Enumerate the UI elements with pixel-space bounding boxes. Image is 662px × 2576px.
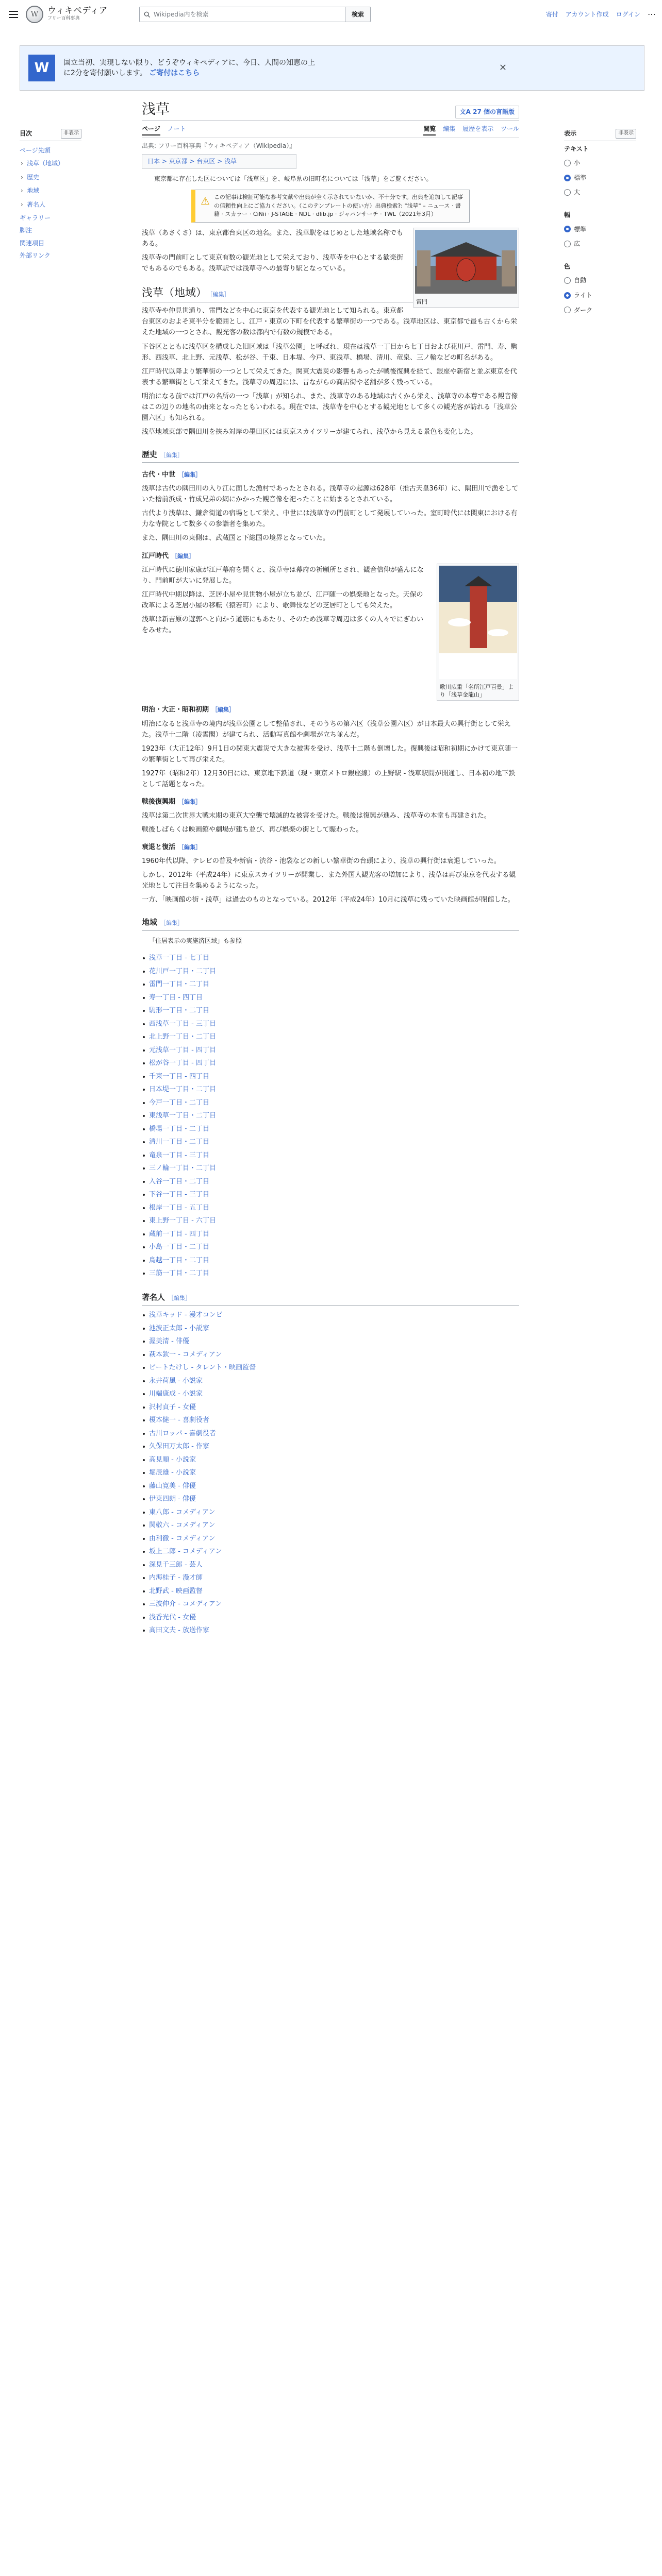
edo-caption: 歌川広重「名所江戸百景」より「浅草金龍山」	[440, 683, 514, 699]
area-paragraph-4: 明治になる前では江戸の名所の一つ「浅草」が知られ、また、浅草寺のある地域は古くから栄え、浅草寺の本尊である観音像はこの辺りの地名の由来となったともいわれる。現在では、浅草寺を中心とする観光地として多くの観光客が訪れる「浅草公園六区」も知られる。	[142, 392, 518, 422]
thumbnail-hiroshige[interactable]	[437, 564, 519, 701]
edit-link[interactable]: ［編集］	[160, 451, 184, 459]
postwar-paragraph-2: 戦後しばらくは映画館や劇場が建ち並び、再び娯楽の街として賑わった。	[142, 826, 363, 834]
area-paragraph-2: 下谷区とともに浅草区を構成した旧区域は「浅草公園」と呼ばれ、現在は浅草一丁目から七丁目および花川戸、雷門、寿、駒形、西浅草、北上野、元浅草、松が谷、千束、日本堤、今戸、東浅草、橋場、清川、竜泉、三ノ輪などの町名がある。	[142, 343, 518, 362]
edo-paragraph-2: 江戸時代中期以降は、芝居小屋や見世物小屋が立ち並び、江戸随一の娯楽地となった。天保の改革による芝居小屋の移転（猿若町）により、歌舞伎などの芝居町としても栄えた。	[142, 590, 423, 609]
thumb-caption: 雷門	[416, 298, 427, 305]
kaminarimon-photo	[415, 230, 517, 294]
toc-title: 目次	[20, 130, 32, 137]
people-list	[142, 1309, 519, 1637]
list-item[interactable]: 清川一丁目・二丁目	[142, 1136, 519, 1149]
subheading-meiji: 明治・大正・昭和初期 ［編集］	[142, 706, 235, 714]
translate-icon: 文A	[459, 108, 473, 116]
width-standard[interactable]: 標準	[564, 222, 636, 237]
toc-item-notes[interactable]: 脚注	[20, 227, 32, 234]
list-item[interactable]: 今戸一丁目・二丁目	[142, 1096, 519, 1110]
edit-link[interactable]: ［編集］	[178, 471, 202, 479]
modern-paragraph-2: しかし、2012年（平成24年）に東京スカイツリーが開業し、また外国人観光客の増加により、浅草は再び東京を代表する観光地として注目を集めるようになった。	[142, 871, 516, 890]
list-item[interactable]: 沢村貞子 - 女優	[142, 1401, 519, 1414]
list-item[interactable]: 西浅草一丁目 - 三丁目	[142, 1018, 519, 1031]
ancient-paragraph-2: 古代より浅草は、鎌倉街道の宿場として栄え、中世には浅草寺の門前町として発展していった。室町時代には関東における有力な寺院として数多くの参詣者を集めた。	[142, 510, 518, 529]
town-list	[142, 952, 519, 1280]
ukiyoe-print	[439, 566, 517, 679]
postwar-paragraph-1: 浅草は第二次世界大戦末期の東京大空襲で壊滅的な被害を受けた。戦後は復興が進み、浅草寺の本堂も再建された。	[142, 812, 491, 820]
edit-link[interactable]: ［編集］	[172, 552, 195, 560]
page-title: 浅草	[142, 101, 170, 117]
subheading-ancient: 古代・中世 ［編集］	[142, 471, 202, 479]
site-logo[interactable]	[26, 6, 108, 23]
color-label: 色	[564, 262, 571, 270]
width-label: 幅	[564, 211, 571, 218]
more-options-icon[interactable]: ⋯	[648, 9, 656, 19]
ancient-paragraph-1: 浅草は古代の隅田川の入り江に面した漁村であったとされる。浅草寺の起源は628年（推古天皇36年）に、隅田川で漁をしていた檜前浜成・竹成兄弟の網にかかった観音像を祀ったことに始まるとされている。	[142, 485, 519, 504]
subheading-postwar: 戦後復興期 ［編集］	[142, 798, 202, 806]
area-paragraph-3: 江戸時代以降より繁華街の一つとして栄えてきた。関東大震災の影響もあったが戦後復興を経て、銀座や新宿と並ぶ東京を代表する繁華街として栄えてきた。浅草寺の周辺には、昔ながらの商店街や老舗が多く残っている。	[142, 367, 517, 386]
edit-link[interactable]: ［編集］	[210, 291, 230, 298]
create-account-link[interactable]: アカウント作成	[565, 10, 609, 18]
donate-link[interactable]: 寄付	[545, 10, 558, 18]
text-size-section	[564, 144, 636, 200]
toc-header	[20, 129, 81, 141]
color-section	[564, 262, 636, 317]
tab-talk[interactable]: ノート	[167, 125, 186, 132]
list-item[interactable]: ビートたけし - タレント・映画監督	[142, 1361, 519, 1375]
text-size-standard[interactable]: 標準	[564, 171, 636, 185]
search-form	[139, 7, 371, 22]
page-tabs	[142, 124, 519, 139]
list-item[interactable]: 由利徹 - コメディアン	[142, 1532, 519, 1546]
toc-item-history[interactable]: › 歴史	[20, 171, 81, 184]
warning-icon: ⚠	[201, 195, 210, 208]
page-source: 出典: フリー百科事典『ウィキペディア（Wikipedia）』	[142, 142, 296, 150]
area-paragraph-5: 浅草地域東部で隅田川を挟み対岸の墨田区には東京スカイツリーが建てられ、浅草から見える景色も変化した。	[142, 428, 477, 436]
text-size-label: テキスト	[564, 145, 589, 152]
list-item[interactable]: 浅香光代 - 女優	[142, 1611, 519, 1624]
user-links	[546, 8, 656, 21]
edit-link[interactable]: ［編集］	[178, 798, 202, 805]
appearance-hide-button[interactable]: 非表示	[616, 129, 636, 139]
ancient-paragraph-3: また、隅田川の東側は、武蔵国と下総国の境界となっていた。	[142, 534, 330, 543]
edo-paragraph-1: 江戸時代に徳川家康が江戸幕府を開くと、浅草寺は幕府の祈願所とされ、観音信仰が盛んになり、門前町が大いに発展した。	[142, 566, 424, 585]
lead-paragraph-2: 浅草寺の門前町として東京有数の観光地として栄えており、浅草寺を中心とする歓楽街でもあるのでもある。浅草駅では浅草寺への最寄り駅となっている。	[142, 253, 404, 273]
list-item[interactable]: 坂上二郎 - コメディアン	[142, 1545, 519, 1558]
list-item[interactable]: 池波正太郎 - 小説家	[142, 1322, 519, 1335]
appearance-sidebar	[564, 129, 636, 328]
modern-paragraph-1: 1960年代以降、テレビの普及や新宿・渋谷・池袋などの新しい繁華街の台頭により、浅草の興行街は衰退していった。	[142, 857, 501, 866]
banner-text: 国立当初、実現しない限り、どうぞウィキペディアに、今日、人間の知恵の上に2分を寄付願いします。 ご寄付はこちら	[63, 58, 316, 77]
list-item[interactable]: 橋場一丁目・二丁目	[142, 1123, 519, 1136]
list-item[interactable]: 元浅草一丁目 - 四丁目	[142, 1044, 519, 1057]
list-item[interactable]: 千束一丁目 - 四丁目	[142, 1070, 519, 1083]
list-item[interactable]: 三筋一丁目・二丁目	[142, 1267, 519, 1280]
list-item[interactable]: 雷門一丁目・二丁目	[142, 978, 519, 991]
tab-read[interactable]: 閲覧	[423, 124, 436, 136]
region-note: 「住居表示の実施済区域」も参照	[149, 937, 242, 944]
subheading-edo: 江戸時代 ［編集］	[142, 552, 195, 560]
title-row	[142, 101, 519, 121]
list-item[interactable]: 竜泉一丁目 - 三丁目	[142, 1149, 519, 1162]
toc-item-area[interactable]: › 浅草（地域）	[20, 157, 81, 171]
toc-item-gallery[interactable]: ギャラリー	[20, 214, 51, 222]
lead-paragraph: 浅草（あさくさ）は、東京都台東区の地名。また、浅草駅をはじめとした地域名称でもある。	[142, 229, 404, 248]
list-item[interactable]: 渥美清 - 俳優	[142, 1335, 519, 1348]
tab-tools[interactable]: ツール	[501, 125, 519, 132]
wikipedia-globe-icon: W	[26, 6, 43, 23]
list-item[interactable]: 寿一丁目 - 四丁目	[142, 991, 519, 1005]
text-size-large[interactable]: 大	[564, 185, 636, 200]
toc-item-people[interactable]: › 著名人	[20, 198, 81, 212]
section-heading-history: 歴史 ［編集］	[142, 449, 519, 463]
list-item[interactable]: 伊東四朗 - 俳優	[142, 1493, 519, 1506]
list-item[interactable]: 三ノ輪一丁目・二丁目	[142, 1162, 519, 1175]
logo-title: ウィキペディア	[47, 5, 108, 16]
text-size-small[interactable]: 小	[564, 156, 636, 171]
list-item[interactable]: 萩本欽一 - コメディアン	[142, 1348, 519, 1362]
list-item[interactable]: 榎本健一 - 喜劇役者	[142, 1414, 519, 1427]
list-item[interactable]: 藤山寛美 - 俳優	[142, 1480, 519, 1493]
list-item[interactable]: 鳥越一丁目・二丁目	[142, 1254, 519, 1267]
list-item[interactable]: 小島一丁目・二丁目	[142, 1241, 519, 1254]
toc-top-link[interactable]: ページ先頭	[20, 146, 51, 154]
list-item[interactable]: 三波伸介 - コメディアン	[142, 1598, 519, 1611]
section-heading-region: 地域 ［編集］	[142, 917, 519, 930]
toc-hide-button[interactable]: 非表示	[61, 129, 81, 139]
edit-link[interactable]: ［編集］	[160, 920, 184, 927]
banner-donate-link[interactable]: ご寄付はこちら	[149, 69, 200, 77]
appearance-header	[564, 129, 636, 141]
edit-link[interactable]: ［編集］	[212, 706, 235, 714]
breadcrumb[interactable]: 日本 > 東京都 > 台東区 > 浅草	[142, 154, 296, 169]
meiji-paragraph-1: 明治になると浅草寺の境内が浅草公園として整備され、そのうちの第六区（浅草公園六区）が日本最大の興行街として栄えた。浅草十二階（凌雲閣）が建てられ、活動写真館や劇場が立ち並んだ。	[142, 720, 511, 739]
section-heading-people: 著名人 ［編集］	[142, 1292, 519, 1306]
list-item[interactable]: 高見順 - 小説家	[142, 1453, 519, 1467]
width-wide[interactable]: 広	[564, 236, 636, 251]
tab-edit[interactable]: 編集	[443, 125, 456, 132]
list-item[interactable]: 根岸一丁目 - 五丁目	[142, 1201, 519, 1215]
close-icon[interactable]: ✕	[499, 62, 507, 74]
list-item[interactable]: 松が谷一丁目 - 四丁目	[142, 1057, 519, 1070]
list-item[interactable]: 浅草キッド - 漫才コンビ	[142, 1309, 519, 1322]
article-content	[142, 101, 519, 1637]
color-dark[interactable]: ダーク	[564, 303, 636, 318]
list-item[interactable]: 花川戸一丁目・二丁目	[142, 965, 519, 978]
list-item[interactable]: 東八郎 - コメディアン	[142, 1506, 519, 1519]
site-header	[0, 0, 662, 29]
subheading-modern: 衰退と復活 ［編集］	[142, 843, 202, 852]
list-item[interactable]: 永井荷風 - 小説家	[142, 1375, 519, 1388]
list-item[interactable]: 東浅草一丁目・二丁目	[142, 1109, 519, 1123]
language-button[interactable]: 文A 27 個の言語版	[455, 106, 519, 118]
search-input[interactable]	[139, 7, 345, 22]
donation-banner	[20, 45, 644, 91]
list-item[interactable]: 蔵前一丁目 - 四丁目	[142, 1228, 519, 1241]
list-item[interactable]: 内海桂子 - 漫才師	[142, 1571, 519, 1585]
wikipedia-w-icon: W	[28, 55, 55, 81]
list-item[interactable]: 高田文夫 - 放送作家	[142, 1624, 519, 1637]
thumbnail-kaminarimon[interactable]	[413, 228, 519, 308]
edit-link[interactable]: ［編集］	[168, 1294, 191, 1301]
list-item[interactable]: 下谷一丁目 - 三丁目	[142, 1188, 519, 1201]
edit-link[interactable]: ［編集］	[178, 844, 202, 851]
logo-subtitle: フリー百科事典	[47, 16, 80, 22]
edo-paragraph-3: 浅草は新吉原の遊郭へと向かう道筋にもあたり、そのため浅草寺周辺は多くの人々でにぎわいをみせた。	[142, 615, 424, 634]
search-placeholder: Wikipedia内を検索	[154, 10, 209, 18]
appearance-title: 表示	[564, 130, 577, 137]
tab-page[interactable]: ページ	[142, 124, 160, 136]
color-light[interactable]: ライト	[564, 288, 636, 303]
toc-item-related[interactable]: 関連項目	[20, 239, 45, 247]
list-item[interactable]: 浅草一丁目 - 七丁目	[142, 952, 519, 965]
meiji-paragraph-3: 1927年（昭和2年）12月30日には、東京地下鉄道（現・東京メトロ銀座線）の上野駅 - 浅草駅間が開通し、日本初の地下鉄として話題となった。	[142, 769, 516, 788]
toc-item-external[interactable]: 外部リンク	[20, 252, 51, 260]
modern-paragraph-3: 一方、「映画館の街・浅草」は過去のものとなっている。2012年（平成24年）10月に浅草に残っていた映画館が閉館した。	[142, 896, 515, 904]
width-section	[564, 210, 636, 251]
area-paragraph-1: 浅草寺や仲見世通り、雷門などを中心に東京を代表する観光地として知られる。東京都台東区のおよそ東半分を範囲とし、江戸・東京の下町を代表する繁華街の一つである。浅草地区は、東京都で最も古くから栄えた地域の一つとされ、観光客の数は都内で有数の規模である。	[142, 307, 518, 337]
toc-item-region[interactable]: › 地域	[20, 184, 81, 198]
list-item[interactable]: 北上野一丁目・二丁目	[142, 1030, 519, 1044]
search-icon	[144, 11, 151, 18]
tab-history[interactable]: 履歴を表示	[462, 125, 494, 132]
list-item[interactable]: 古川ロッパ - 喜劇役者	[142, 1427, 519, 1440]
search-button[interactable]: 検索	[345, 7, 371, 22]
login-link[interactable]: ログイン	[616, 10, 640, 18]
section-heading-area: 浅草（地域） ［編集］	[142, 284, 519, 303]
list-item[interactable]: 久保田万太郎 - 作家	[142, 1440, 519, 1453]
list-item[interactable]: 日本堤一丁目・二丁目	[142, 1083, 519, 1096]
citation-needed-notice: ⚠ この記事は検証可能な参考文献や出典が全く示されていないか、不十分です。出典を追加して記事の信頼性向上にご協力ください。（このテンプレートの使い方）出典検索?: "浅草" – ニュース · 書籍 · スカラー · CiNii · J-STAGE · NDL · dlib.jp · ジャパンサーチ · TWL（2021年3月）	[191, 190, 470, 223]
list-item[interactable]: 東上野一丁目 - 六丁目	[142, 1214, 519, 1228]
color-auto[interactable]: 自動	[564, 273, 636, 288]
list-item[interactable]: 川端康成 - 小説家	[142, 1387, 519, 1401]
list-item[interactable]: 堀辰雄 - 小説家	[142, 1466, 519, 1480]
hatnote: 東京都に存在した区については「浅草区」を、岐阜県の旧町名については「浅草」をご覧ください。	[154, 175, 433, 182]
list-item[interactable]: 深見千三郎 - 芸人	[142, 1558, 519, 1572]
list-item[interactable]: 駒形一丁目・二丁目	[142, 1004, 519, 1018]
list-item[interactable]: 入谷一丁目・二丁目	[142, 1175, 519, 1189]
list-item[interactable]: 北野武 - 映画監督	[142, 1585, 519, 1598]
list-item[interactable]: 関敬六 - コメディアン	[142, 1519, 519, 1532]
main-menu-button[interactable]	[6, 7, 21, 22]
meiji-paragraph-2: 1923年（大正12年）9月1日の関東大震災で大きな被害を受け、浅草十二階も倒壊した。復興後は昭和初期にかけて東京随一の繁華街として再び栄えた。	[142, 744, 518, 764]
toc-sidebar	[20, 129, 81, 262]
